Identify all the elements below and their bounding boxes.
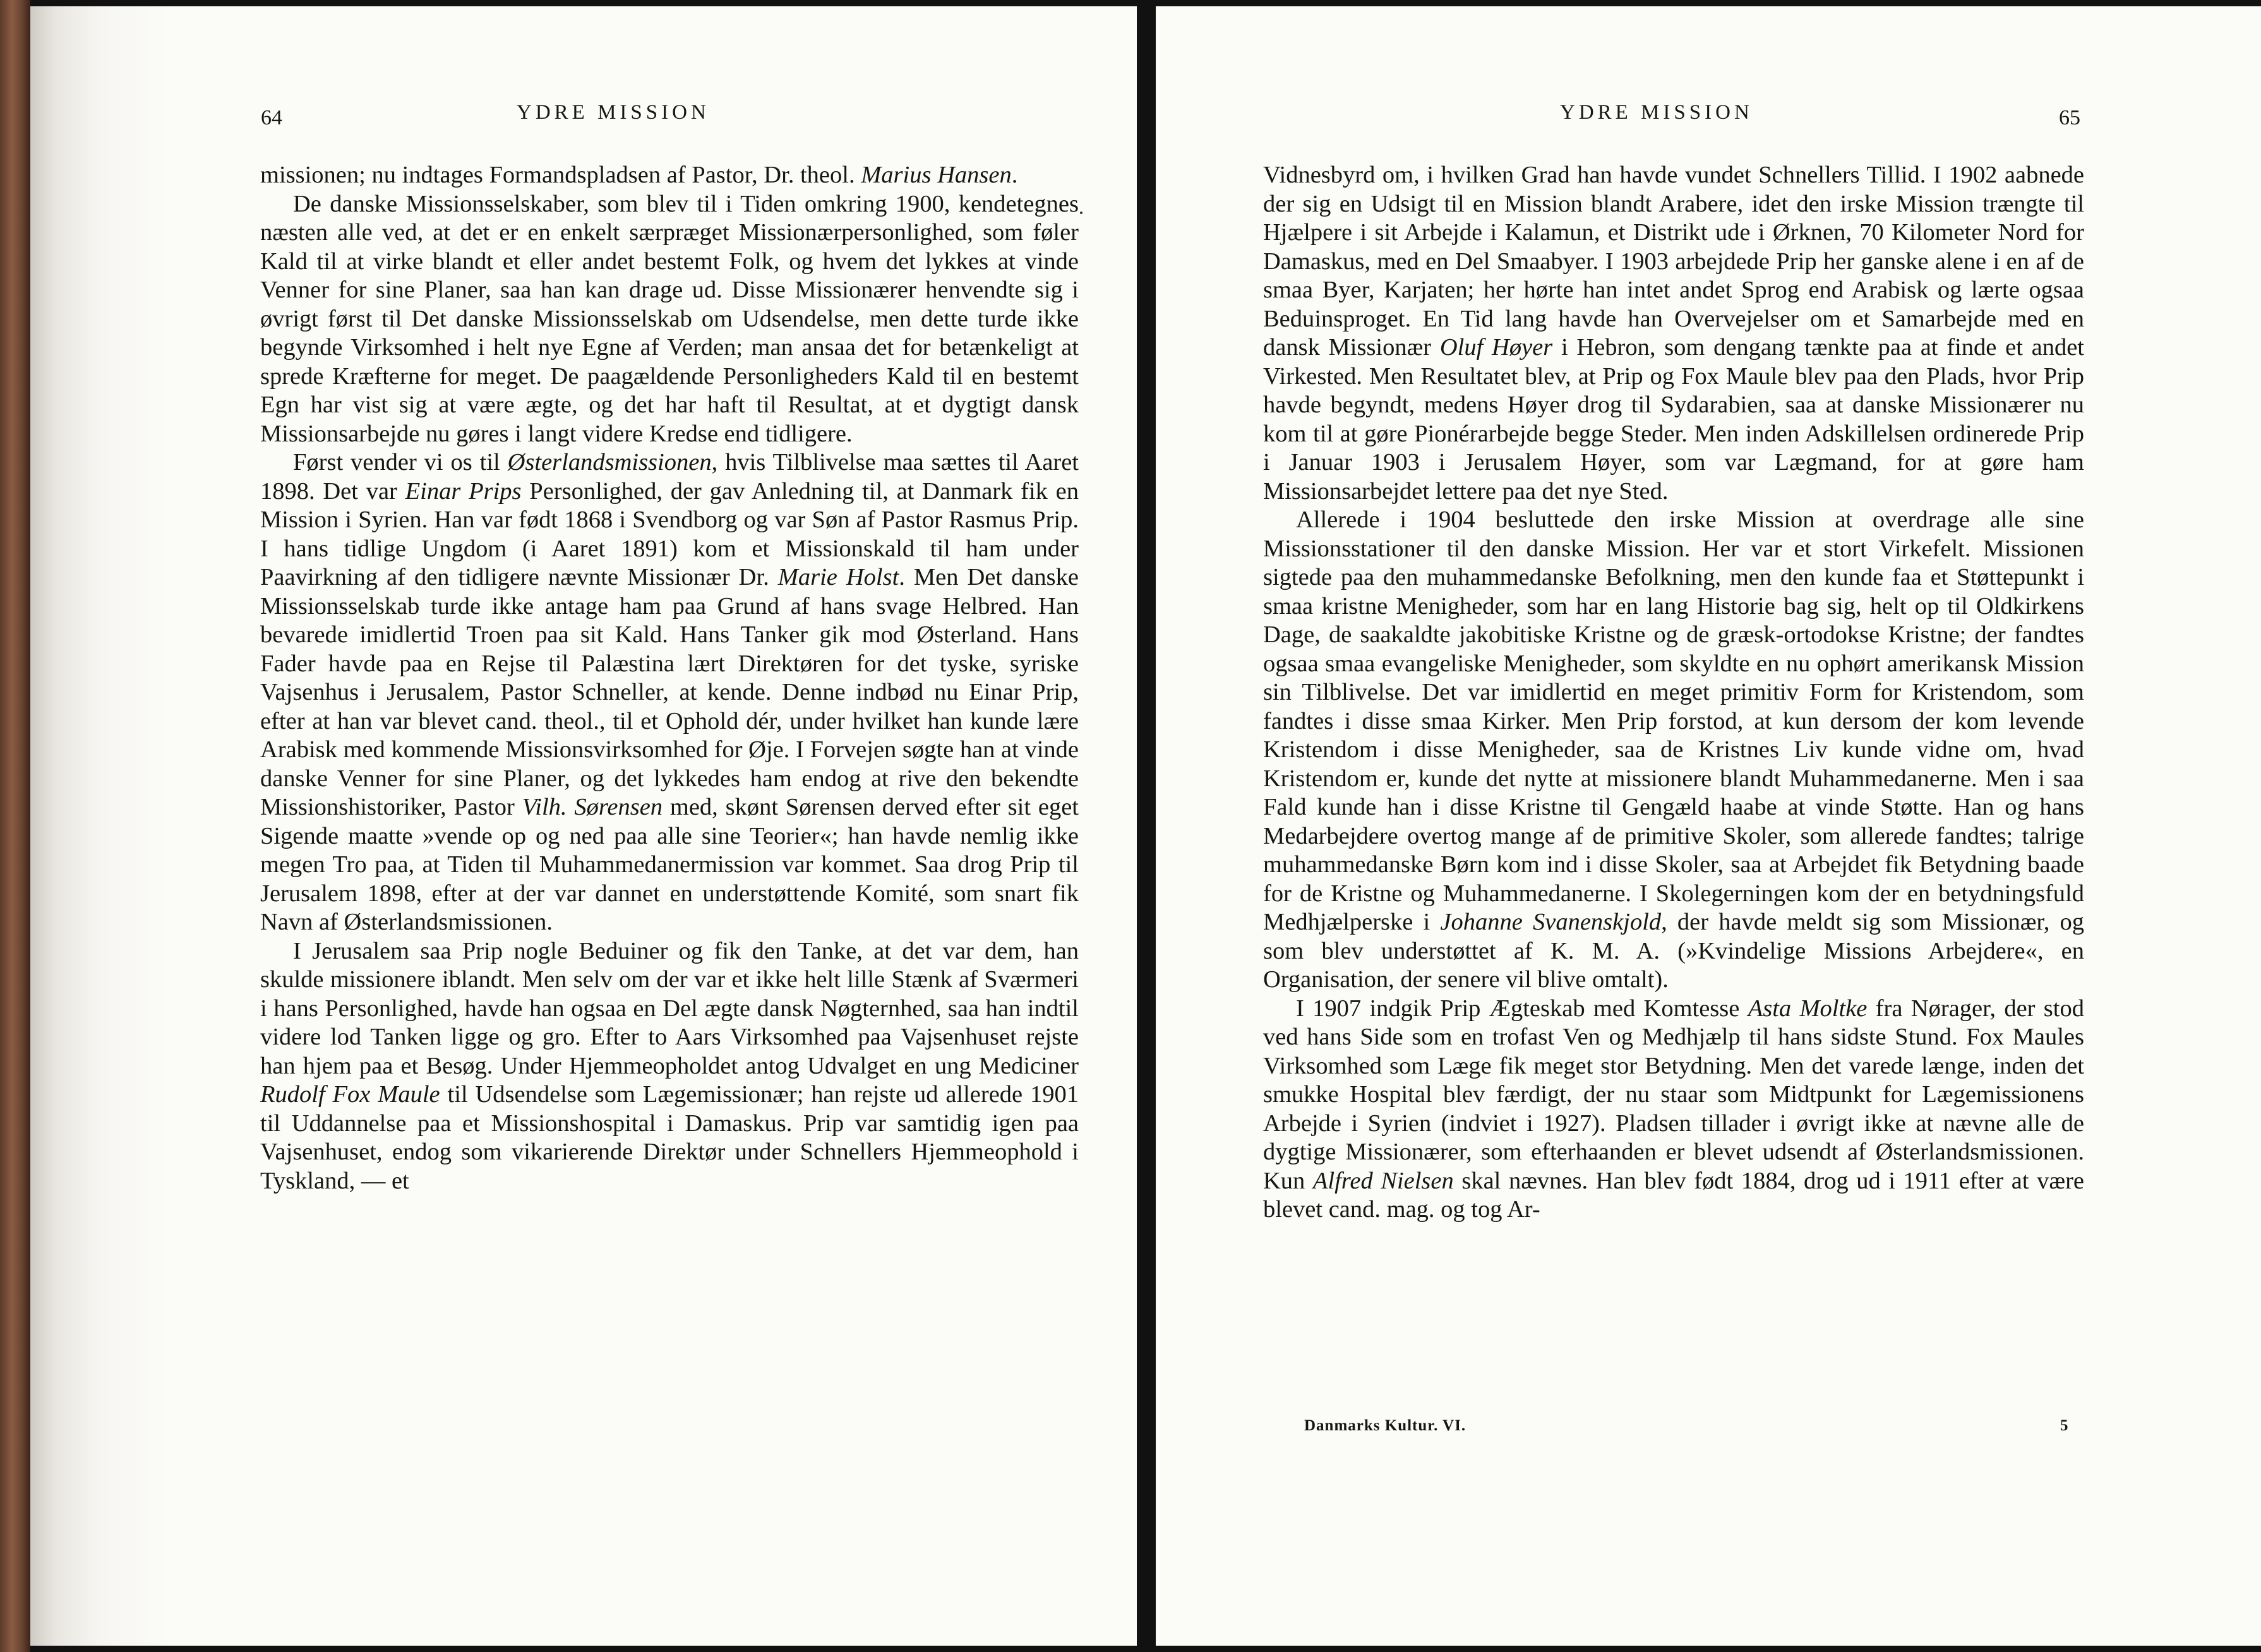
text-run: i Hebron, som dengang tænkte paa at finde et andet Virkested. Men Resultatet blev, at Prip og Fox Maule blev paa den Plads, hvor Prip havde begyndt, medens Høyer drog til Sydarabien, saa at danske Missionærer nu kom til at gøre Pionérarbejde begge Steder. Men inden Adskillelsen ordinerede Prip i Januar 1903 i Jerusalem Høyer, som var Lægmand, for at gøre ham Missionsarbejdet lettere paa det nye Sted. bbox=[1263, 334, 2084, 505]
italic-name: Alfred Nielsen bbox=[1312, 1167, 1454, 1194]
book-spine bbox=[0, 0, 30, 1652]
text-run: . Men Det danske Missionsselskab turde ikke antage ham paa Grund af hans svage Helbred. Han bevarede imidlertid Troen paa sit Kald. Hans Tanker gik mod Østerland. Hans Fader havde paa en Rejse til Palæstina lært Direktøren for det tyske, syriske Vajsenhus i Jerusalem, Pastor Schneller, at kende. Denne indbød nu Einar Prip, efter at han var blevet cand. theol., til et Ophold dér, under hvilket han kunde lære Arabisk med kommende Missionsvirksomhed for Øje. I Forvejen søgte han at vinde danske Venner for sine Planer, og det lykkedes ham endog at rive den bekendte Missionshistoriker, Pastor bbox=[260, 564, 1079, 820]
right-page bbox=[1156, 6, 2261, 1646]
paragraph bbox=[1263, 506, 2084, 995]
italic-name: Vilh. Sørensen bbox=[522, 794, 663, 820]
left-page bbox=[30, 6, 1137, 1646]
print-speck bbox=[1080, 212, 1083, 214]
text-run: , hvis Tilblivelse maa sættes til Aaret 1898. Det var bbox=[260, 449, 1079, 505]
text-run: fra Nørager, der stod ved hans Side som en trofast Ven og Medhjælp til hans sidste Stund. Fox Maules Virksomhed som Læge fik meget stor Betydning. Men det varede længe, inden det smukke Hospital blev færdigt, der nu staar som Midtpunkt for Lægemissionens Arbejde i Syrien (indviet i 1927). Pladsen tillader i øvrigt ikke at nævne alle de dygtige Missionærer, som efterhaanden er blevet udsendt af Østerlandsmissionen. Kun bbox=[1263, 995, 2084, 1194]
left-running-header: YDRE MISSION bbox=[517, 101, 710, 124]
italic-name: Oluf Høyer bbox=[1439, 334, 1553, 361]
italic-name: Einar Prips bbox=[405, 477, 522, 505]
text-run: . bbox=[1011, 162, 1018, 188]
text-run: De danske Missionsselskaber, som blev til i Tiden omkring 1900, kendetegnes næsten alle ved, at det er en enkelt særpræget Missionærpersonlighed, som føler Kald til at virke blandt et eller andet bestemt Folk, og hvem det lykkes at vinde Venner for sine Planer, saa han kan drage ud. Disse Missionærer henvendte sig i øvrigt først til Det danske Missionsselskab om Udsendelse, men dette turde ikke begynde Virksomhed i helt nye Egne af Verden; man ansaa det for betænkeligt at sprede Kræfterne for meget. De paagældende Personligheders Kald til en bestemt Egn har vist sig at være ægte, og det har haft til Resultat, at et dygtigt dansk Missionsarbejde nu gøres i langt videre Kredse end tidligere. bbox=[260, 190, 1079, 447]
italic-name: Østerlandsmissionen bbox=[507, 449, 712, 476]
text-run: til Udsendelse som Lægemissionær; han rejste ud allerede 1901 til Uddannelse paa et Missionshospital i Damaskus. Prip var samtidig igen paa Vajsenhuset, endog som vikarierende Direktør under Schnellers Hjemmeophold i Tyskland, — et bbox=[260, 1081, 1079, 1194]
paragraph bbox=[260, 448, 1079, 937]
text-run: med, skønt Sørensen derved efter sit eget Sigende maatte »vende op og ned paa alle sine Teorier«; han havde nemlig ikke megen Tro paa, at Tiden til Muhammedanermission var kommet. Saa drog Prip til Jerusalem 1898, efter at der var dannet en understøttende Komité, som snart fik Navn af Østerlandsmissionen. bbox=[260, 794, 1079, 935]
footer-signature: Danmarks Kultur. VI. bbox=[1304, 1417, 1466, 1434]
text-run: missionen; nu indtages Formandspladsen af Pastor, Dr. theol. bbox=[260, 162, 861, 188]
text-run: skal nævnes. Han blev født 1884, drog ud i 1911 efter at være blevet cand. mag. og tog Ar- bbox=[1263, 1167, 2084, 1223]
text-run: I 1907 indgik Prip Ægteskab med Komtesse bbox=[1296, 995, 1748, 1022]
left-page-number: 64 bbox=[261, 106, 282, 129]
paragraph bbox=[1263, 995, 2084, 1224]
right-page-body bbox=[1263, 161, 2084, 1224]
paragraph bbox=[1263, 161, 2084, 506]
text-run: Vidnesbyrd om, i hvilken Grad han havde vundet Schnellers Tillid. I 1902 aabnede der sig en Udsigt til en Mission blandt Arabere, idet den irske Mission trængte til Hjælpere i sit Arbejde i Kalamun, et Distrikt ude i Ørknen, 70 Kilometer Nord for Damaskus, med en Del Smaabyer. I 1903 arbejdede Prip her ganske alene i en af de smaa Byer, Karjaten; her hørte han intet andet Sprog end Arabisk og lærte ogsaa Beduinsproget. En Tid lang havde han Overvejelser om et Samarbejde med en dansk Missionær bbox=[1263, 162, 2084, 361]
italic-name: Marie Holst bbox=[777, 564, 899, 590]
footer-sheet-number: 5 bbox=[2060, 1417, 2069, 1434]
paragraph bbox=[260, 190, 1079, 449]
paragraph bbox=[260, 161, 1079, 190]
text-run: Først vender vi os til bbox=[293, 449, 508, 476]
text-run: I Jerusalem saa Prip nogle Beduiner og fik den Tanke, at det var dem, han skulde missionere iblandt. Men selv om der var et ikke helt lille Stænk af Sværmeri i hans Personlighed, havde han ogsaa en Del ægte dansk Nøgternhed, saa han indtil videre lod Tanken ligge og gro. Efter to Aars Virksomhed paa Vajsenhuset rejste han hjem paa et Besøg. Under Hjemmeopholdet antog Udvalget en ung Mediciner bbox=[260, 937, 1079, 1079]
italic-name: Johanne Svanenskjold bbox=[1440, 909, 1662, 935]
right-running-header: YDRE MISSION bbox=[1560, 101, 1753, 124]
italic-name: Marius Hansen bbox=[861, 162, 1012, 188]
right-page-number: 65 bbox=[2059, 106, 2080, 129]
italic-name: Asta Moltke bbox=[1748, 995, 1868, 1022]
paragraph bbox=[260, 937, 1079, 1196]
text-run: , der havde meldt sig som Missionær, og som blev understøttet af K. M. A. (»Kvindelige Missions Arbejdere«, en Organisation, der senere vil blive omtalt). bbox=[1263, 909, 2084, 993]
italic-name: Rudolf Fox Maule bbox=[260, 1081, 440, 1108]
text-run: Personlighed, der gav Anledning til, at Danmark fik en Mission i Syrien. Han var født 1868 i Svendborg og var Søn af Pastor Rasmus Prip. I hans tidlige Ungdom (i Aaret 1891) kom et Missionskald til ham under Paavirkning af den tidligere nævnte Missionær Dr. bbox=[260, 477, 1079, 590]
left-page-body bbox=[260, 161, 1079, 1195]
text-run: Allerede i 1904 besluttede den irske Mission at overdrage alle sine Missionsstationer til den danske Mission. Her var et stort Virkefelt. Missionen sigtede paa den muhammedanske Befolkning, men den kunde faa et Støttepunkt i smaa kristne Menigheder, som har en lang Historie bag sig, helt op til Oldkirkens Dage, de saakaldte jakobitiske Kristne og de græsk-ortodokse Kristne; der fandtes ogsaa smaa evangeliske Menigheder, som skyldte en nu ophørt amerikansk Mission sin Tilblivelse. Det var imidlertid en meget primitiv Form for Kristendom, som fandtes i disse smaa Kirker. Men Prip forstod, at kun dersom der kom levende Kristendom i disse Menigheder, saa de Kristnes Liv kunde vidne om, hvad Kristendom er, kunde det nytte at missionere blandt Muhammedanerne. Men i saa Fald kunde han i disse Kristne til Gengæld haabe at vinde Støtte. Han og hans Medarbejdere overtog mange af de primitive Skoler, som allerede fandtes; talrige muhammedanske Børn kom ind i disse Skoler, saa at Arbejdet fik Betydning baade for de Kristne og Muhammedanerne. I Skolegerningen kom der en betydningsfuld Medhjælperske i bbox=[1263, 506, 2084, 935]
